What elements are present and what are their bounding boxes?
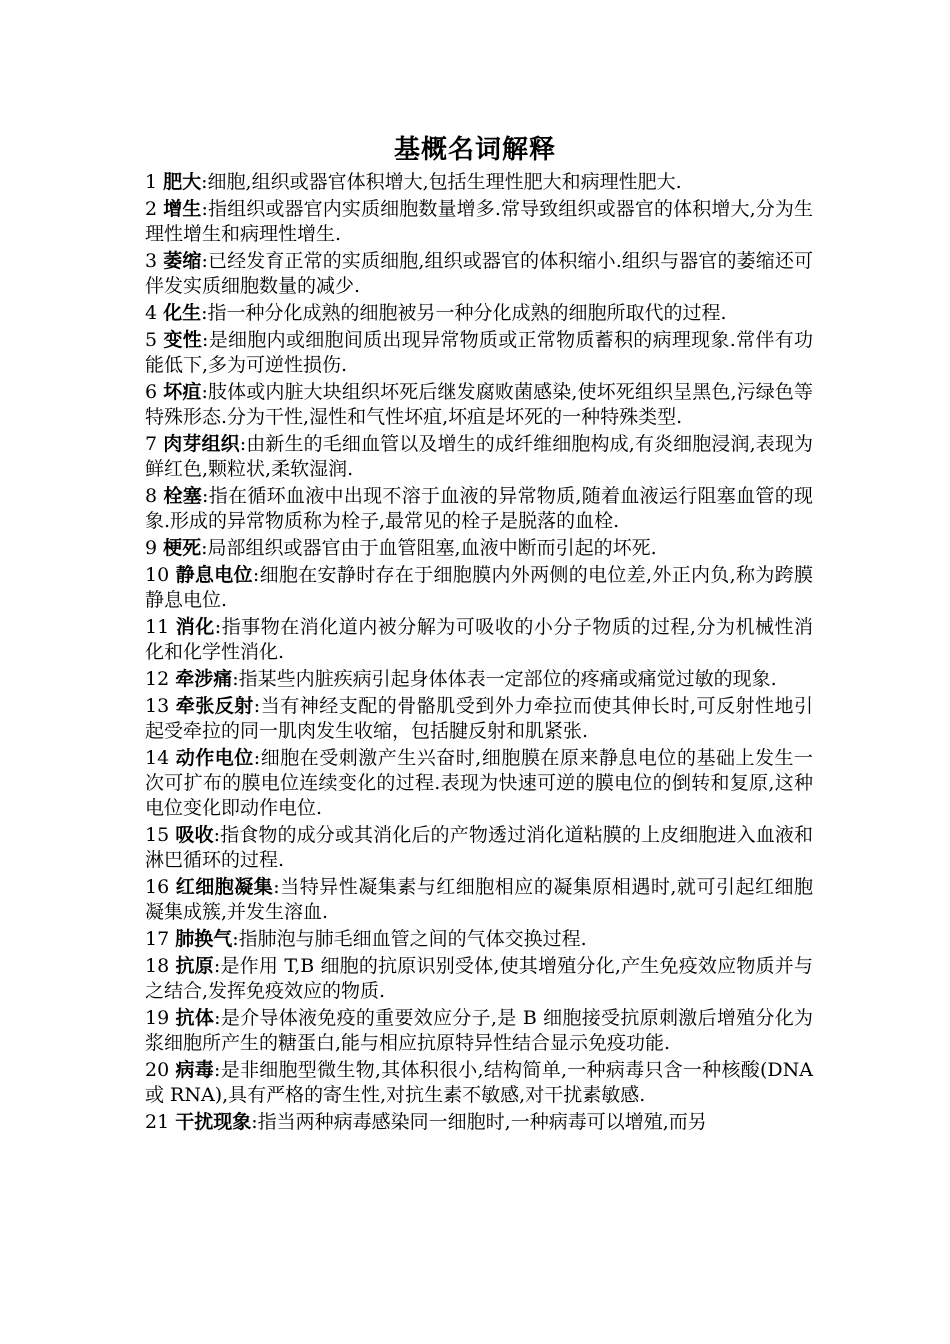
entry-definition: :指某些内脏疾病引起身体体表一定部位的疼痛或痛觉过敏的现象. <box>232 668 777 690</box>
entry-term: 萎缩 <box>163 250 202 272</box>
entry-term: 肥大 <box>163 171 202 193</box>
entry-number: 19 <box>145 1007 170 1029</box>
entry-term: 增生 <box>163 198 202 220</box>
definition-entry <box>145 197 813 247</box>
entry-term: 变性 <box>163 329 203 351</box>
entry-number: 13 <box>145 695 170 717</box>
entry-number: 7 <box>145 433 158 455</box>
entry-term: 抗原 <box>175 955 214 977</box>
entry-number: 8 <box>145 485 158 507</box>
entry-term: 抗体 <box>175 1007 215 1029</box>
definition-entry <box>145 823 813 873</box>
entry-term: 肉芽组织 <box>163 433 240 455</box>
entry-number: 6 <box>145 381 158 403</box>
entry-definition: :指事物在消化道内被分解为可吸收的小分子物质的过程,分为机械性消化和化学性消化. <box>145 616 813 663</box>
entry-definition: :是非细胞型微生物,其体积很小,结构简单,一种病毒只含一种核酸(DNA 或 RNA),具有严格的寄生性,对抗生素不敏感,对干扰素敏感. <box>145 1059 813 1106</box>
definition-entry <box>145 536 813 561</box>
entry-definition: :当有神经支配的骨骼肌受到外力牵拉而使其伸长时,可反射性地引起受牵拉的同一肌肉发生收缩，包括腱反射和肌紧张. <box>145 695 813 742</box>
entry-definition: :指肺泡与肺毛细血管之间的气体交换过程. <box>232 928 587 950</box>
entry-definition: :指当两种病毒感染同一细胞时,一种病毒可以增殖,而另 <box>251 1111 707 1133</box>
definition-entry <box>145 380 813 430</box>
entry-term: 坏疽 <box>163 381 202 403</box>
entry-definition: :指在循环血液中出现不溶于血液的异常物质,随着血液运行阻塞血管的现象.形成的异常物质称为栓子,最常见的栓子是脱落的血栓. <box>145 485 813 532</box>
entry-number: 4 <box>145 302 158 324</box>
definition-entry <box>145 1058 813 1108</box>
entry-definition: :指食物的成分或其消化后的产物透过消化道粘膜的上皮细胞进入血液和淋巴循环的过程. <box>145 824 813 871</box>
definition-entry <box>145 328 813 378</box>
entry-definition: :细胞在受刺激产生兴奋时,细胞膜在原来静息电位的基础上发生一次可扩布的膜电位连续变化的过程.表现为快速可逆的膜电位的倒转和复原,这种电位变化即动作电位. <box>145 747 813 819</box>
entry-term: 吸收 <box>175 824 214 846</box>
entry-number: 1 <box>145 171 158 193</box>
entry-definition: :已经发育正常的实质细胞,组织或器官的体积缩小.组织与器官的萎缩还可伴发实质细胞数量的减少. <box>145 250 813 297</box>
entry-number: 20 <box>145 1059 170 1081</box>
entry-term: 红细胞凝集 <box>175 876 274 898</box>
definition-entry <box>145 1110 813 1135</box>
definition-entry <box>145 432 813 482</box>
entry-number: 12 <box>145 668 170 690</box>
definition-entry <box>145 615 813 665</box>
entry-number: 2 <box>145 198 158 220</box>
entry-definition: :肢体或内脏大块组织坏死后继发腐败菌感染,使坏死组织呈黑色,污绿色等特殊形态.分为干性,湿性和气性坏疽,坏疽是坏死的一种特殊类型. <box>145 381 813 428</box>
entry-definition: :是介导体液免疫的重要效应分子,是 B 细胞接受抗原刺激后增殖分化为浆细胞所产生的糖蛋白,能与相应抗原特异性结合显示免疫功能. <box>145 1007 813 1054</box>
definition-entry <box>145 249 813 299</box>
definition-entry <box>145 954 813 1004</box>
definition-entry <box>145 301 813 326</box>
definition-entry <box>145 875 813 925</box>
entry-term: 牵涉痛 <box>175 668 233 690</box>
definition-list <box>145 170 813 1137</box>
entry-number: 17 <box>145 928 170 950</box>
entry-term: 干扰现象 <box>175 1111 252 1133</box>
entry-number: 15 <box>145 824 170 846</box>
entry-term: 静息电位 <box>175 564 253 586</box>
definition-entry <box>145 563 813 613</box>
entry-number: 11 <box>145 616 170 638</box>
entry-term: 肺换气 <box>175 928 233 950</box>
definition-entry <box>145 927 813 952</box>
entry-number: 10 <box>145 564 170 586</box>
entry-definition: :是细胞内或细胞间质出现异常物质或正常物质蓄积的病理现象.常伴有功能低下,多为可逆性损伤. <box>145 329 813 376</box>
entry-number: 3 <box>145 250 158 272</box>
entry-term: 病毒 <box>175 1059 215 1081</box>
page-title: 基概名词解释 <box>393 135 556 165</box>
entry-number: 18 <box>145 955 170 977</box>
entry-number: 16 <box>145 876 170 898</box>
entry-term: 栓塞 <box>163 485 203 507</box>
entry-term: 化生 <box>163 302 202 324</box>
entry-definition: :细胞,组织或器官体积增大,包括生理性肥大和病理性肥大. <box>201 171 682 193</box>
entry-definition: :细胞在安静时存在于细胞膜内外两侧的电位差,外正内负,称为跨膜静息电位. <box>145 564 813 611</box>
entry-term: 梗死 <box>163 537 202 559</box>
entry-number: 9 <box>145 537 158 559</box>
entry-definition: :局部组织或器官由于血管阻塞,血液中断而引起的坏死. <box>201 537 657 559</box>
definition-entry <box>145 746 813 821</box>
entry-definition: :指一种分化成熟的细胞被另一种分化成熟的细胞所取代的过程. <box>201 302 727 324</box>
entry-term: 消化 <box>175 616 215 638</box>
entry-number: 21 <box>145 1111 170 1133</box>
entry-number: 5 <box>145 329 158 351</box>
entry-number: 14 <box>145 747 170 769</box>
entry-term: 动作电位 <box>175 747 254 769</box>
entry-term: 牵张反射 <box>175 695 254 717</box>
entry-definition: :是作用 T,B 细胞的抗原识别受体,使其增殖分化,产生免疫效应物质并与之结合,发挥免疫效应的物质. <box>145 955 813 1002</box>
definition-entry <box>145 1006 813 1056</box>
definition-entry <box>145 667 813 692</box>
definition-entry <box>145 694 813 744</box>
definition-entry <box>145 170 813 195</box>
definition-entry <box>145 484 813 534</box>
entry-definition: :指组织或器官内实质细胞数量增多.常导致组织或器官的体积增大,分为生理性增生和病理性增生. <box>145 198 813 245</box>
entry-definition: :由新生的毛细血管以及增生的成纤维细胞构成,有炎细胞浸润,表现为鲜红色,颗粒状,柔软湿润. <box>145 433 814 480</box>
entry-definition: :当特异性凝集素与红细胞相应的凝集原相遇时,就可引起红细胞凝集成簇,并发生溶血. <box>145 876 813 923</box>
